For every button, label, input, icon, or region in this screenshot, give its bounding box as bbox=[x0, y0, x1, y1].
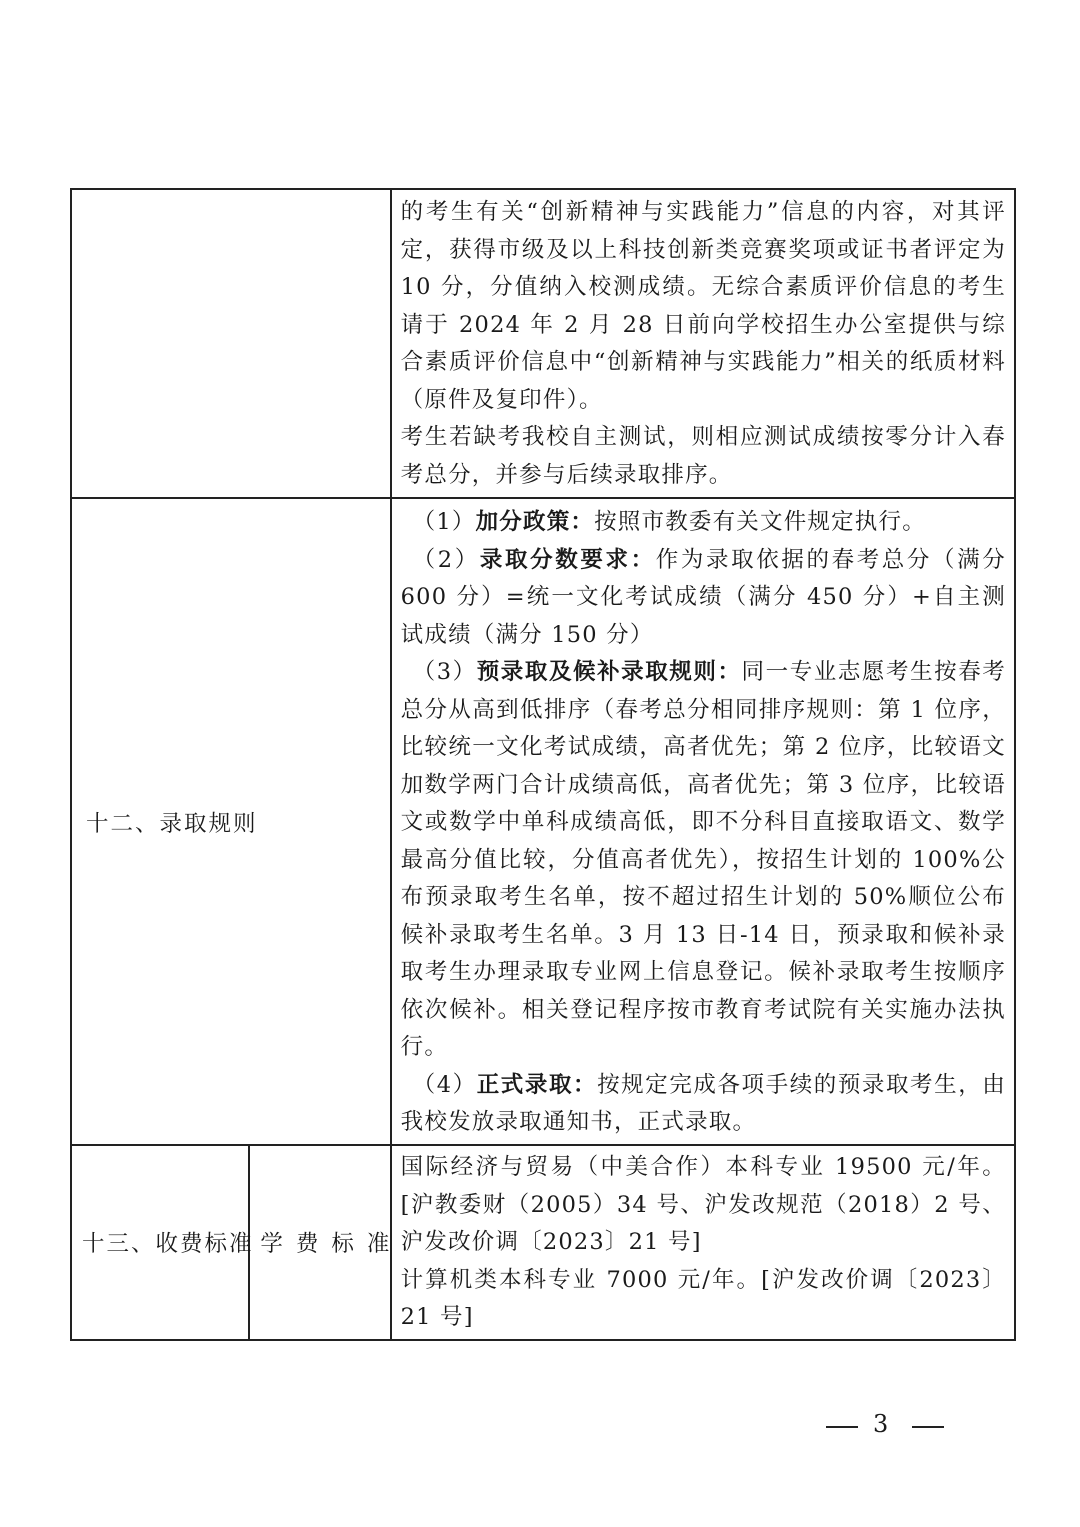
table-row bbox=[71, 189, 1015, 498]
page-footer bbox=[0, 1407, 1080, 1447]
table-row bbox=[71, 498, 1015, 1145]
paragraph: 计算机类本科专业 7000 元/年。[沪发改价调〔2023〕21 号] bbox=[400, 1266, 1006, 1330]
paragraph: 国际经济与贸易（中美合作）本科专业 19500 元/年。[沪教委财（2005）34 号、沪发改规范（2018）2 号、沪发改价调〔2023〕21 号] bbox=[400, 1154, 1006, 1255]
dash-left bbox=[826, 1426, 858, 1428]
rule-item-2: （2）录取分数要求：作为录取依据的春考总分（满分 600 分）=统一文化考试成绩（满分 450 分）+自主测试成绩（满分 150 分） bbox=[400, 546, 1006, 648]
rule-item-3: （3）预录取及候补录取规则：同一专业志愿考生按春考总分从高到低排序（春考总分相同排序规则：第 1 位序，比较统一文化考试成绩，高者优先；第 2 位序，比较语文加数学两门合计成绩高低，高者优先；第 3 位序，比较语文或数学中单科成绩高低，即不分科目直接取语文、数学最高分值比较，分值高者优先），按招生计划的 100%公布预录取考生名单，按不超过招生计划的 50%顺位公布候补录取考生名单。3 月 13 日-14 日，预录取和候补录取考生办理录取专业网上信息登记。候补录取考生按顺序依次候补。相关登记程序按市教育考试院有关实施办法执行。 bbox=[400, 659, 1006, 1060]
rule-item-1: （1）加分政策：按照市教委有关文件规定执行。 bbox=[412, 509, 926, 535]
page-number: 3 bbox=[873, 1410, 889, 1438]
paragraph: 的考生有关“创新精神与实践能力”信息的内容，对其评定，获得市级及以上科技创新类竞赛奖项或证书者评定为 10 分，分值纳入校测成绩。无综合素质评价信息的考生请于 2024 年 2 月 28 日前向学校招生办公室提供与综合素质评价信息中“创新精神与实践能力”相关的纸质材料（原件及复印件）。 bbox=[400, 199, 1006, 413]
section-label: 十三、收费标准 bbox=[71, 1145, 249, 1340]
paragraph: 考生若缺考我校自主测试，则相应测试成绩按零分计入春考总分，并参与后续录取排序。 bbox=[400, 424, 1006, 488]
rule-item-4: （4）正式录取：按规定完成各项手续的预录取考生，由我校发放录取通知书，正式录取。 bbox=[400, 1071, 1006, 1135]
content-cell bbox=[391, 1145, 1015, 1340]
content-cell bbox=[391, 189, 1015, 498]
content-cell bbox=[391, 498, 1015, 1145]
table-row bbox=[71, 1145, 1015, 1340]
sub-label: 学费标准 bbox=[249, 1145, 390, 1340]
section-label: 十二、录取规则 bbox=[71, 498, 391, 1145]
empty-label-cell bbox=[71, 189, 391, 498]
dash-right bbox=[912, 1426, 944, 1428]
admission-table bbox=[70, 188, 1016, 1341]
